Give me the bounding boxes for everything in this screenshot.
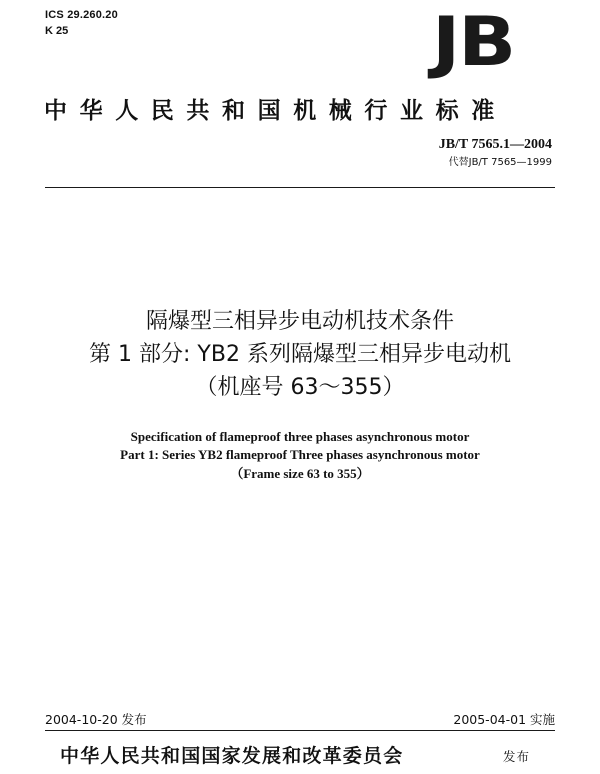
jb-logo-text: JB <box>432 3 514 82</box>
ics-code: ICS 29.260.20 <box>45 9 118 21</box>
implementation-date: 2005-04-01 实施 <box>453 712 555 727</box>
replaces-note: 代替JB/T 7565—1999 <box>448 157 552 168</box>
issuing-authority: 中华人民共和国国家发展和改革委员会 <box>60 745 404 767</box>
title-en-line-3: （Frame size 63 to 355） <box>230 466 370 481</box>
issue-date: 2004-10-20 发布 <box>45 712 147 727</box>
top-divider <box>45 187 555 188</box>
standard-name: 中华人民共和国机械行业标准 <box>44 98 507 124</box>
jb-logo <box>408 3 538 82</box>
title-zh-line-3: （机座号 63～355） <box>195 375 405 400</box>
title-zh-line-1: 隔爆型三相异步电动机技术条件 <box>145 309 454 334</box>
title-en-line-1: Specification of flameproof three phases asynchronous motor <box>130 429 470 444</box>
title-en-line-2: Part 1: Series YB2 flameproof Three phases asynchronous motor <box>120 447 480 462</box>
standard-number: JB/T 7565.1—2004 <box>438 137 552 152</box>
ccs-code: K 25 <box>45 25 69 37</box>
bottom-divider <box>45 730 555 731</box>
title-zh-line-2: 第 1 部分: YB2 系列隔爆型三相异步电动机 <box>89 342 511 367</box>
publish-label: 发布 <box>503 749 531 764</box>
